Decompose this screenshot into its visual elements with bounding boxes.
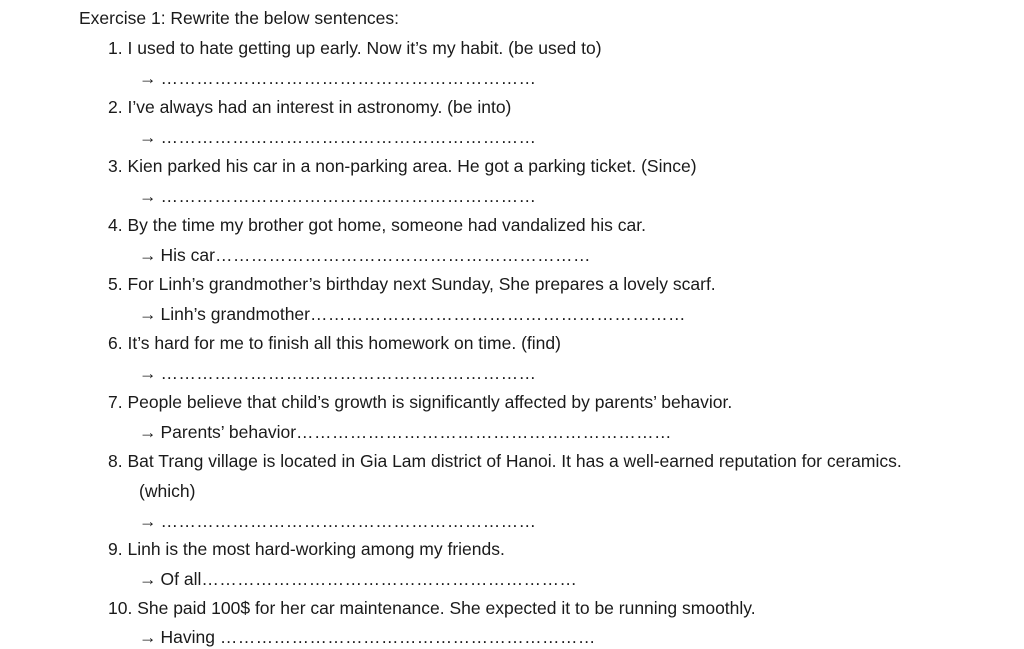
arrow-icon: → (139, 68, 157, 88)
item-number: 5. (108, 274, 123, 294)
answer-line-4[interactable] (139, 244, 591, 266)
item-text: Linh is the most hard-working among my friends. (127, 539, 505, 559)
sentence-6 (108, 332, 561, 354)
answer-line-2[interactable] (139, 126, 536, 148)
item-text: People believe that child’s growth is significantly affected by parents’ behavior. (127, 392, 733, 412)
item-number: 9. (108, 539, 123, 559)
answer-line-7[interactable] (139, 421, 672, 443)
answer-line-6[interactable] (139, 362, 536, 384)
item-text: For Linh’s grandmother’s birthday next Sunday, She prepares a lovely scarf. (127, 274, 716, 294)
sentence-10 (108, 597, 756, 619)
answer-prefix: Linh’s grandmother (160, 304, 310, 324)
arrow-icon: → (139, 304, 157, 324)
item-number: 4. (108, 215, 123, 235)
arrow-icon: → (139, 627, 157, 647)
answer-dots: ……………………………………………………… (201, 569, 578, 589)
arrow-icon: → (139, 245, 157, 265)
answer-dots: ……………………………………………………… (160, 511, 537, 531)
item-text: I used to hate getting up early. Now it’s my habit. (be used to) (127, 38, 602, 58)
item-text: It’s hard for me to finish all this homework on time. (find) (127, 333, 561, 353)
sentence-8 (108, 450, 902, 472)
answer-dots: ……………………………………………………… (219, 627, 596, 647)
sentence-3 (108, 155, 697, 177)
item-text: Bat Trang village is located in Gia Lam district of Hanoi. It has a well-earned reputation for ceramics. (127, 451, 902, 471)
arrow-icon: → (139, 422, 157, 442)
sentence-7 (108, 391, 732, 413)
answer-dots: ……………………………………………………… (160, 127, 537, 147)
answer-dots: ……………………………………………………… (214, 245, 591, 265)
answer-dots: ……………………………………………………… (296, 422, 672, 442)
answer-prefix: His car (160, 245, 215, 265)
item-number: 1. (108, 38, 123, 58)
item-text: She paid 100$ for her car maintenance. She expected it to be running smoothly. (137, 598, 756, 618)
sentence-5 (108, 273, 716, 295)
item-number: 6. (108, 333, 123, 353)
answer-line-8[interactable] (139, 510, 536, 532)
answer-dots: ……………………………………………………… (160, 363, 537, 383)
sentence-4 (108, 214, 646, 236)
sentence-1 (108, 37, 602, 59)
answer-line-9[interactable] (139, 568, 577, 590)
answer-line-1[interactable] (139, 67, 536, 89)
answer-line-5[interactable] (139, 303, 686, 325)
answer-line-3[interactable] (139, 185, 536, 207)
item-number: 3. (108, 156, 123, 176)
exercise-title: Exercise 1: Rewrite the below sentences: (79, 8, 400, 28)
item-text: By the time my brother got home, someone had vandalized his car. (127, 215, 646, 235)
sentence-2 (108, 96, 511, 118)
arrow-icon: → (139, 511, 157, 531)
answer-prefix: Parents’ behavior (160, 422, 297, 442)
item-number: 10. (108, 598, 133, 618)
arrow-icon: → (139, 127, 157, 147)
arrow-icon: → (139, 363, 157, 383)
item-text: I’ve always had an interest in astronomy. (be into) (127, 97, 512, 117)
answer-line-10[interactable] (139, 626, 596, 648)
arrow-icon: → (139, 569, 157, 589)
answer-dots: ……………………………………………………… (160, 186, 537, 206)
sentence-8-continuation: (which) (139, 481, 196, 501)
sentence-9 (108, 538, 505, 560)
answer-dots: ……………………………………………………… (310, 304, 686, 324)
item-number: 8. (108, 451, 123, 471)
item-text: Kien parked his car in a non-parking area. He got a parking ticket. (Since) (127, 156, 697, 176)
item-number: 7. (108, 392, 123, 412)
answer-prefix: Of all (160, 569, 202, 589)
answer-prefix: Having (160, 627, 220, 647)
item-number: 2. (108, 97, 123, 117)
arrow-icon: → (139, 186, 157, 206)
answer-dots: ……………………………………………………… (160, 68, 537, 88)
